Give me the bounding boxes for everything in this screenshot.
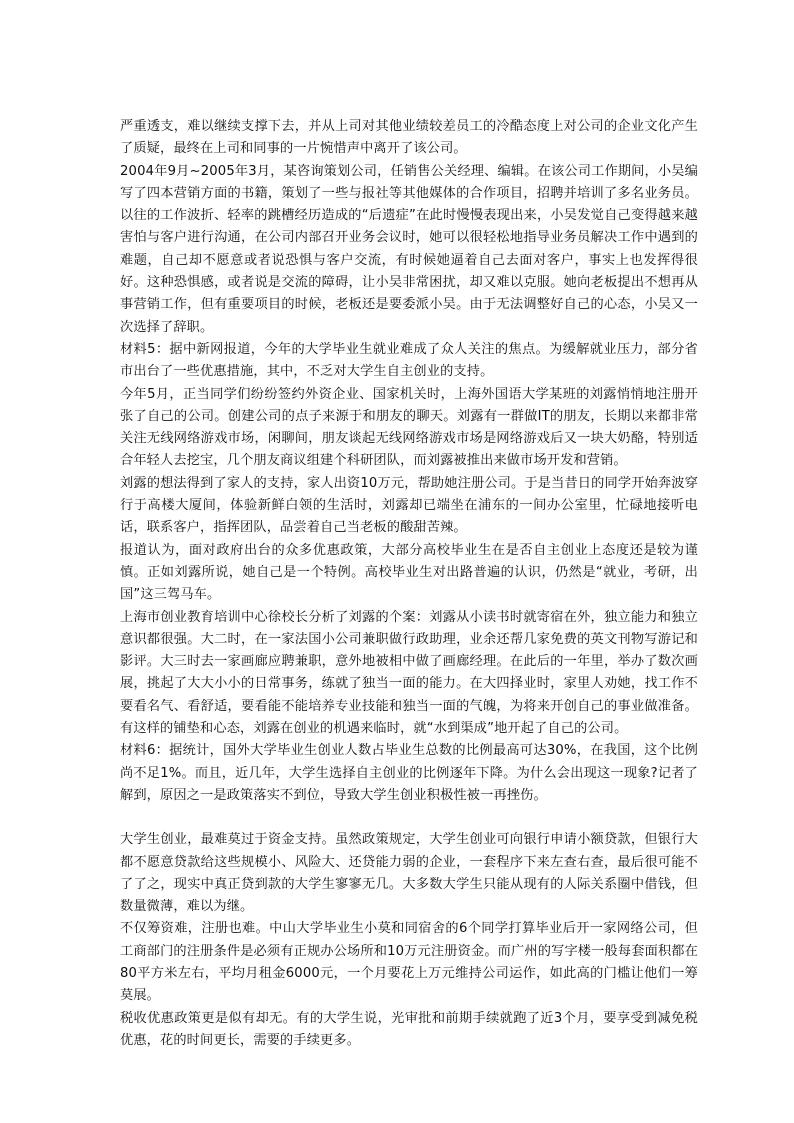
paragraph-8: 材料6：据统计，国外大学毕业生创业人数占毕业生总数的比例最高可达30%，在我国，这个比例尚不足1%。而且，近几年，大学生选择自主创业的比例逐年下降。为什么会出现这一现象?记者了解到，原因之一是政策落实不到位，导致大学生创业积极性被一再挫伤。	[120, 743, 698, 803]
paragraph-9: 大学生创业，最难莫过于资金支持。虽然政策规定，大学生创业可向银行申请小额贷款，但银行大都不愿意贷款给这些规模小、风险大、还贷能力弱的企业，一套程序下来左查右查，最后很可能不了了之，现实中真正贷到款的大学生寥寥无几。大多数大学生只能从现有的人际关系圈中借钱，但数量微薄，难以为继。	[120, 832, 698, 915]
paragraph-gap	[120, 807, 698, 829]
paragraph-10: 不仅筹资难，注册也难。中山大学毕业生小莫和同宿舍的6个同学打算毕业后开一家网络公司，但工商部门的注册条件是必须有正规办公场所和10万元注册资金。而广州的写字楼一般每套面积都在80平方米左右，平均月租金6000元，一个月要花上万元维持公司运作，如此高的门槛让他们一筹莫展。	[120, 921, 698, 1004]
paragraph-7: 上海市创业教育培训中心徐校长分析了刘露的个案：刘露从小读书时就寄宿在外，独立能力和独立意识都很强。大二时，在一家法国小公司兼职做行政助理，业余还帮几家免费的英文刊物写游记和影评。大三时去一家画廊应聘兼职，意外地被相中做了画廊经理。在此后的一年里，举办了数次画展，挑起了大大小小的日常事务，练就了独当一面的能力。在大四择业时，家里人劝她，找工作不要看名气、看舒适，要看能不能培养专业技能和独当一面的气魄，为将来开创自己的事业做准备。有这样的铺垫和心态，刘露在创业的机遇来临时，就“水到渠成”地开起了自己的公司。	[120, 609, 698, 737]
paragraph-5: 刘露的想法得到了家人的支持，家人出资10万元，帮助她注册公司。于是当昔日的同学开始奔波穿行于高楼大厦间，体验新鲜白领的生活时，刘露却已端坐在浦东的一间办公室里，忙碌地接听电话，联系客户，指挥团队，品尝着自己当老板的酸甜苦辣。	[120, 475, 698, 536]
paragraph-11: 税收优惠政策更是似有却无。有的大学生说，光审批和前期手续就跑了近3个月，要享受到减免税优惠，花的时间更长，需要的手续更多。	[120, 1010, 698, 1048]
paragraph-6: 报道认为，面对政府出台的众多优惠政策，大部分高校毕业生在是否自主创业上态度还是较为谨慎。正如刘露所说，她自己是一个特例。高校毕业生对出路普遍的认识，仍然是“就业，考研，出国”这三驾马车。	[120, 542, 698, 603]
paragraph-4: 今年5月，正当同学们纷纷签约外资企业、国家机关时，上海外国语大学某班的刘露悄悄地注册开张了自己的公司。创建公司的点子来源于和朋友的聊天。刘露有一群做IT的朋友，长期以来都非常关注无线网络游戏市场，闲聊间，朋友谈起无线网络游戏市场是网络游戏后又一块大奶酪，特别适合年轻人去挖宝，几个朋友商议组建个科研团队，而刘露被推出来做市场开发和营销。	[120, 386, 698, 469]
paragraph-2: 2004年9月~2005年3月，某咨询策划公司，任销售公关经理、编辑。在该公司工作期间，小吴编写了四本营销方面的书籍，策划了一些与报社等其他媒体的合作项目，招聘并培训了多名业务员。以往的工作波折、轻率的跳槽经历造成的“后遗症”在此时慢慢表现出来，小吴发觉自己变得越来越害怕与客户进行沟通，在公司内部召开业务会议时，她可以很轻松地指导业务员解决工作中遇到的难题，自己却不愿意或者说恐惧与客户交流，有时候她逼着自己去面对客户，事实上也发挥得很好。这种恐惧感，或者说是交流的障碍，让小吴非常困扰，却又难以克服。她向老板提出不想再从事营销工作，但有重要项目的时候，老板还是要委派小吴。由于无法调整好自己的心态，小吴又一次选择了辞职。	[120, 163, 698, 335]
document-body	[120, 116, 698, 1052]
paragraph-1: 严重透支，难以继续支撑下去，并从上司对其他业绩较差员工的冷酷态度上对公司的企业文化产生了质疑，最终在上司和同事的一片惋惜声中离开了该公司。	[120, 119, 698, 157]
paragraph-3: 材料5：据中新网报道，今年的大学毕业生就业难成了众人关注的焦点。为缓解就业压力，部分省市出台了一些优惠措施，其中，不乏对大学生自主创业的支持。	[120, 341, 698, 380]
